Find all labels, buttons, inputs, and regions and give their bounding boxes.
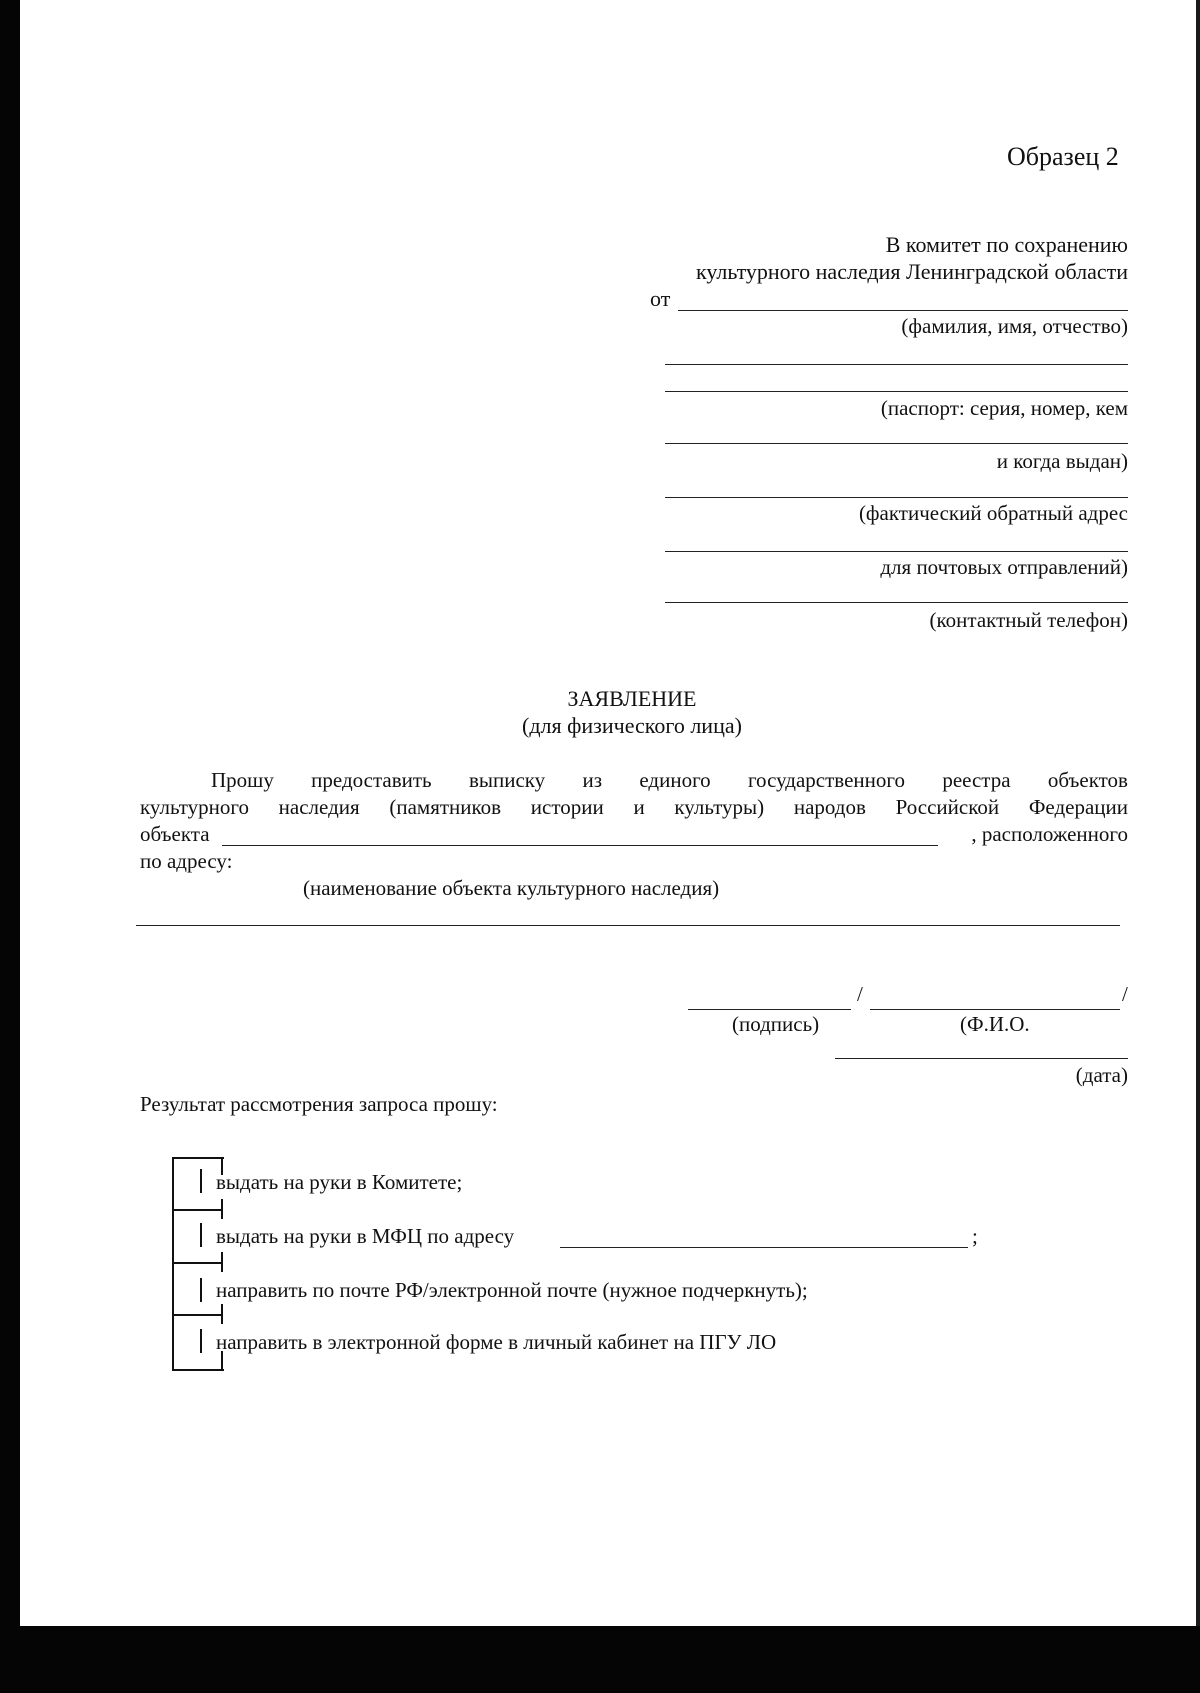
body-word: культурного [140, 795, 249, 819]
checkbox-tick-1[interactable] [200, 1169, 202, 1193]
body-line-2 [140, 795, 1128, 819]
object-field-line[interactable] [222, 845, 938, 846]
body-word: истории [530, 795, 604, 819]
option-by-mail: направить по почте РФ/электронной почте (нужное подчеркнуть); [216, 1278, 808, 1302]
passport-field-line-2[interactable] [665, 391, 1128, 392]
body-word: объектов [1047, 768, 1128, 792]
body-word: из [582, 768, 603, 792]
from-label: от [650, 286, 671, 311]
option-electronic: направить в электронной форме в личный кабинет на ПГУ ЛО [216, 1330, 777, 1354]
body-word: Прошу [211, 768, 274, 792]
checkbox-divider-2 [172, 1262, 222, 1264]
body-word: государственного [747, 768, 905, 792]
checkbox-divider-3 [172, 1314, 222, 1316]
address-field-line-2[interactable] [665, 551, 1128, 552]
phone-field-line[interactable] [665, 602, 1128, 603]
object-label: объекта [140, 822, 210, 846]
body-word: Федерации [1028, 795, 1128, 819]
checkbox-joint-1 [221, 1199, 223, 1219]
passport-field-line-1[interactable] [665, 364, 1128, 365]
checkbox-joint-2 [221, 1252, 223, 1272]
statement-subtitle: (для физического лица) [522, 713, 742, 738]
caption-phone: (контактный телефон) [929, 608, 1128, 632]
result-heading: Результат рассмотрения запроса прошу: [140, 1092, 498, 1116]
caption-address-2: для почтовых отправлений) [880, 555, 1128, 579]
body-word: выписку [468, 768, 546, 792]
body-word: Российской [895, 795, 1000, 819]
scan-border-bottom [0, 1626, 1200, 1693]
name-field-line[interactable] [678, 310, 1128, 311]
checkbox-tick-2[interactable] [200, 1223, 202, 1247]
statement-title: ЗАЯВЛЕНИЕ [567, 686, 697, 711]
option-in-mfc: выдать на руки в МФЦ по адресу [216, 1224, 515, 1248]
signature-caption: (подпись) [732, 1012, 820, 1036]
checkbox-tick-4[interactable] [200, 1329, 202, 1353]
signature-separator-1: / [857, 982, 863, 1006]
checkbox-joint-3 [221, 1304, 223, 1324]
mfc-address-line[interactable] [560, 1247, 968, 1248]
address-label: по адресу: [140, 849, 233, 873]
signature-separator-2: / [1122, 982, 1128, 1006]
body-word: народов [793, 795, 866, 819]
object-address-line[interactable] [136, 925, 1120, 926]
addressee-line-2: культурного наследия Ленинградской области [696, 259, 1128, 284]
body-word: предоставить [311, 768, 432, 792]
fio-caption: (Ф.И.О. [960, 1012, 1030, 1036]
body-word: наследия [278, 795, 360, 819]
body-word: культуры) [674, 795, 765, 819]
body-line-1 [211, 768, 1128, 792]
scan-border-left [0, 0, 20, 1693]
sample-label: Образец 2 [1007, 142, 1119, 171]
checkbox-tick-3[interactable] [200, 1278, 202, 1302]
checkbox-divider-1 [172, 1209, 222, 1211]
body-word: реестра [942, 768, 1011, 792]
addressee-line-1: В комитет по сохранению [885, 232, 1128, 257]
scan-border-right [1196, 0, 1200, 1693]
date-caption: (дата) [1075, 1063, 1128, 1087]
caption-address: (фактический обратный адрес [858, 501, 1128, 525]
passport-field-line-3[interactable] [665, 443, 1128, 444]
fio-line[interactable] [870, 1009, 1120, 1010]
address-field-line-1[interactable] [665, 497, 1128, 498]
caption-name: (фамилия, имя, отчество) [901, 314, 1128, 338]
body-word: и [633, 795, 645, 819]
caption-passport: (паспорт: серия, номер, кем [880, 396, 1128, 420]
object-caption: (наименование объекта культурного наследия) [303, 876, 720, 900]
body-word: единого [639, 768, 711, 792]
date-line[interactable] [835, 1058, 1128, 1059]
option-mfc-end: ; [972, 1224, 978, 1248]
caption-passport-2: и когда выдан) [996, 449, 1128, 473]
located-label: , расположенного [971, 822, 1128, 846]
body-word: (памятников [389, 795, 502, 819]
signature-line[interactable] [688, 1009, 851, 1010]
option-in-committee: выдать на руки в Комитете; [216, 1170, 463, 1194]
